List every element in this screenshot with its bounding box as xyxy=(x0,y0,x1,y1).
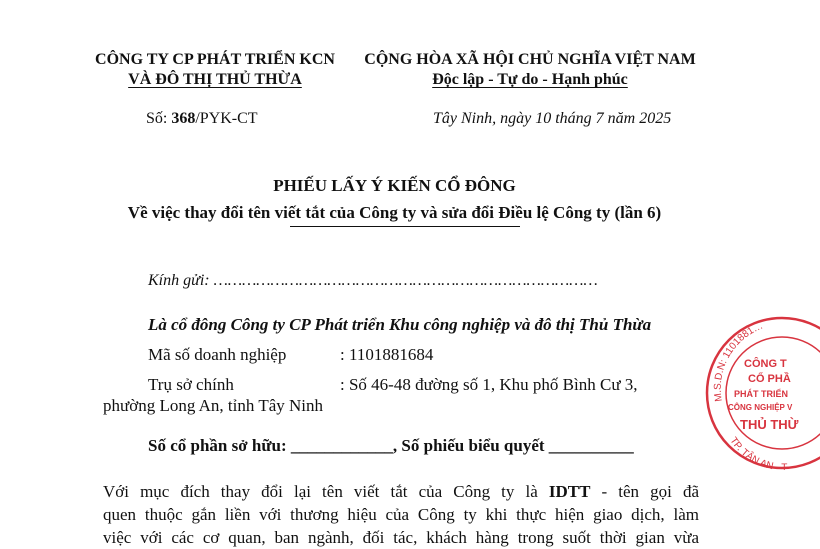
document-number-prefix: Số: xyxy=(146,110,172,127)
seal-line-2: CỔ PHẦ xyxy=(748,373,791,385)
document-number xyxy=(146,110,258,128)
shareholder-line: Là cổ đông Công ty CP Phát triển Khu công nghiệp và đô thị Thủ Thừa xyxy=(148,315,652,334)
registration-label: Mã số doanh nghiệp xyxy=(148,345,287,364)
national-motto: Độc lập - Tự do - Hạnh phúc xyxy=(432,71,628,88)
shares-owned-line: Số cổ phần sở hữu: ____________, Số phiếu biểu quyết __________ xyxy=(148,436,634,455)
paragraph-line-3: việc với các cơ quan, ban ngành, đối tác, khách hàng trong suốt thời gian vừa xyxy=(103,528,699,547)
company-name-line1: CÔNG TY CP PHÁT TRIỂN KCN xyxy=(95,51,335,68)
company-name-block xyxy=(70,50,360,90)
document-number-value: 368 xyxy=(171,110,196,127)
headquarters-value-continued: phường Long An, tỉnh Tây Ninh xyxy=(103,396,323,415)
paragraph-line-2: quen thuộc gắn liền với thương hiệu của Công ty khi thực hiện giao dịch, làm xyxy=(103,505,699,524)
body-paragraph xyxy=(103,480,699,549)
date-place: Tây Ninh, ngày 10 tháng 7 năm 2025 xyxy=(433,110,672,127)
paragraph-line-1-tail: - tên gọi đã xyxy=(590,482,699,501)
seal-ring-bottom-text: TP. TÂN AN - T xyxy=(727,435,788,470)
company-abbreviation: IDTT xyxy=(548,482,591,501)
paragraph-line-1 xyxy=(103,480,699,503)
seal-line-1: CÔNG T xyxy=(744,358,787,370)
document-number-suffix: /PYK-CT xyxy=(195,110,258,127)
document-title: PHIẾU LẤY Ý KIẾN CỔ ĐÔNG xyxy=(273,176,516,195)
company-seal-stamp xyxy=(700,305,820,470)
paragraph-line-1-text: Với mục đích thay đổi lại tên viết tắt của Công ty là xyxy=(103,482,549,501)
headquarters-value: : Số 46-48 đường số 1, Khu phố Bình Cư 3, xyxy=(340,375,638,394)
headquarters-label: Trụ sở chính xyxy=(148,375,234,394)
company-name-line2: VÀ ĐÔ THỊ THỦ THỪA xyxy=(128,71,302,88)
seal-line-5: THỦ THỪ xyxy=(740,417,799,432)
seal-line-4: CÔNG NGHIỆP V xyxy=(728,403,793,412)
recipient-line: Kính gửi: ……………………………………………………………………… xyxy=(148,272,598,289)
registration-value: : 1101881684 xyxy=(340,345,434,364)
republic-name: CỘNG HÒA XÃ HỘI CHỦ NGHĨA VIỆT NAM xyxy=(364,51,696,68)
seal-line-3: PHÁT TRIỂN xyxy=(734,389,788,399)
subtitle-divider xyxy=(290,226,520,227)
national-motto-block xyxy=(340,50,720,90)
seal-ring-text: M.S.D.N: 1101881… xyxy=(712,320,765,403)
document-subtitle: Về việc thay đổi tên viết tắt của Công ty và sửa đổi Điều lệ Công ty (lần 6) xyxy=(127,203,662,222)
